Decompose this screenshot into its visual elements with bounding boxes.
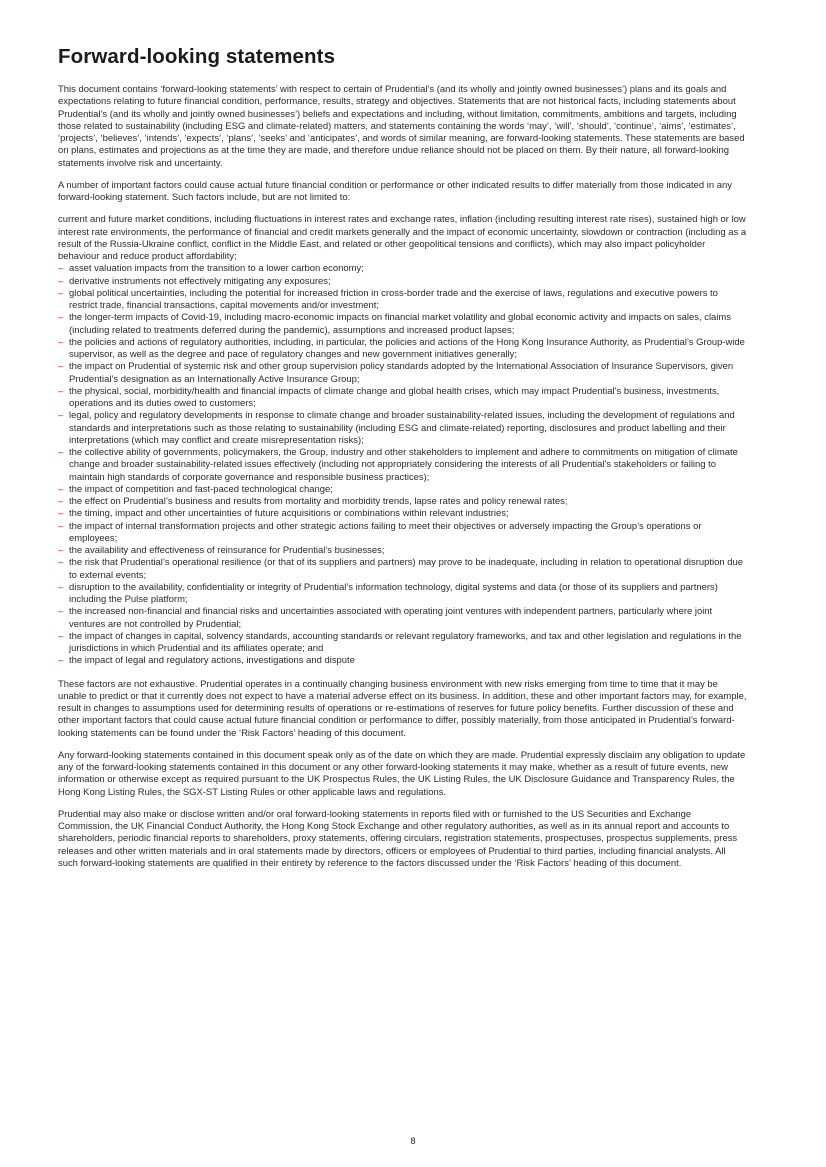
risk-factors-list [58, 263, 748, 667]
page-title: Forward-looking statements [58, 45, 336, 68]
list-item: – the physical, social, morbidity/health and financial impacts of climate change and global health crises, which may impact Prudential’s business, investments, operations and its duties owed to customers; [58, 386, 748, 411]
other-statements-paragraph: Prudential may also make or disclose written and/or oral forward-looking statements in reports filed with or furnished to the US Securities and Exchange Commission, the UK Financial Conduct Authority, the Hong Kong Stock Exchange and other regulatory authorities, as well as in its annual report and accounts to shareholders, periodic financial reports to shareholders, proxy statements, offering circulars, registration statements, prospectuses, prospectus supplements, press releases and other written materials and in oral statements made by directors, officers or employees of Prudential to third parties, including financial analysts. All such forward-looking statements are qualified in their entirety by reference to the factors discussed under the ‘Risk Factors’ heading of this document. [58, 808, 738, 869]
list-item: – derivative instruments not effectively mitigating any exposures; [58, 276, 748, 288]
list-item: – the impact of internal transformation projects and other strategic actions failing to meet their objectives or adversely impacting the Group’s operations or employees; [58, 521, 748, 546]
list-item: – the increased non-financial and financial risks and uncertainties associated with operating joint ventures with independent partners, particularly where joint ventures are not controlled by Prudential; [58, 606, 748, 631]
list-item: – the availability and effectiveness of reinsurance for Prudential’s businesses; [58, 545, 748, 557]
factors-lead-paragraph: current and future market conditions, including fluctuations in interest rates and exchange rates, inflation (including resulting interest rate rises), sustained high or low interest rate environments, the performance of financial and credit markets generally and the impact of economic uncertainty, slowdown or contraction (including as a result of the Russia-Ukraine conflict, conflict in the Middle East, and related or other geopolitical tensions and conflicts), which may also impact policyholder behaviour and reduce product affordability; [58, 214, 747, 262]
list-item: – global political uncertainties, including the potential for increased friction in cross-border trade and the exercise of laws, regulations and executive powers to restrict trade, financial transactions, capital movements and/or investment; [58, 288, 748, 313]
list-item: – the effect on Prudential’s business and results from mortality and morbidity trends, lapse rates and policy renewal rates; [58, 496, 748, 508]
not-exhaustive-paragraph: These factors are not exhaustive. Prudential operates in a continually changing business environment with new risks emerging from time to time that it may be unable to predict or that it currently does not expect to have a material adverse effect on its business. In addition, these and other important factors may, for example, result in changes to assumptions used for determining results of operations or re-estimations of reserves for future policy benefits. Further discussion of these and other important factors that could cause actual future financial condition or performance to differ, possibly materially, from those anticipated in Prudential’s forward-looking statements can be found under the ‘Risk Factors’ heading of this document. [58, 678, 747, 739]
list-item: – asset valuation impacts from the transition to a lower carbon economy; [58, 263, 748, 275]
list-item: – the impact of competition and fast-paced technological change; [58, 484, 748, 496]
intro-paragraph: This document contains ‘forward-looking statements’ with respect to certain of Prudential’s (and its wholly and jointly owned businesses’) plans and its goals and expectations relating to future financial condition, performance, results, strategy and objectives. Statements that are not historical facts, including statements about Prudential’s (and its wholly and jointly owned businesses’) beliefs and expectations and including, without limitation, commitments, ambitions and targets, including those related to sustainability (including ESG and climate-related) matters, and statements containing the words ‘may’, ‘will’, ‘should’, ‘continue’, ‘aims’, ‘estimates’, ‘projects’, ‘believes’, ‘intends’, ‘expects’, ‘plans’, ‘seeks’ and ‘anticipates’, and words of similar meaning, are forward-looking statements. These statements are based on plans, estimates and projections as at the time they are made, and therefore undue reliance should not be placed on them. By their nature, all forward-looking statements involve risk and uncertainty. [58, 84, 745, 169]
page-number: 8 [410, 1136, 416, 1147]
list-item: – legal, policy and regulatory developments in response to climate change and broader sustainability-related issues, including the development of regulations and standards and interpretations such as those relating to sustainability (including ESG and climate-related) reporting, disclosures and product labelling and their interpretations (which may conflict and create misrepresentation risks); [58, 410, 748, 447]
document-page [58, 44, 748, 880]
list-item: – the longer-term impacts of Covid-19, including macro-economic impacts on financial market volatility and global economic activity and impacts on sales, claims (including related to treatments deferred during the pandemic), assumptions and increased product lapses; [58, 312, 748, 337]
list-item: – the policies and actions of regulatory authorities, including, in particular, the policies and actions of the Hong Kong Insurance Authority, as Prudential’s Group-wide supervisor, as well as the degree and pace of regulatory changes and new government initiatives generally; [58, 337, 748, 362]
list-item: – the impact on Prudential of systemic risk and other group supervision policy standards adopted by the International Association of Insurance Supervisors, given Prudential’s designation as an Internationally Active Insurance Group; [58, 361, 748, 386]
list-item: – the impact of changes in capital, solvency standards, accounting standards or relevant regulatory frameworks, and tax and other legislation and regulations in the jurisdictions in which Prudential and its affiliates operate; and [58, 631, 748, 656]
list-item: – the impact of legal and regulatory actions, investigations and dispute [58, 655, 748, 667]
factors-intro-paragraph: A number of important factors could cause actual future financial condition or performance or other indicated results to differ materially from those indicated in any forward-looking statement. Such factors include, but are not limited to: [58, 179, 732, 203]
list-item: – disruption to the availability, confidentiality or integrity of Prudential’s information technology, digital systems and data (or those of its suppliers and partners) including the Pulse platform; [58, 582, 748, 607]
list-item: – the risk that Prudential’s operational resilience (or that of its suppliers and partners) may prove to be inadequate, including in relation to operational disruption due to external events; [58, 557, 748, 582]
list-item: – the collective ability of governments, policymakers, the Group, industry and other stakeholders to implement and adhere to commitments on mitigation of climate change and broader sustainability-related issues effectively (including not appropriately considering the interests of all Prudential’s stakeholders or failing to maintain high standards of corporate governance and responsible business practices); [58, 447, 748, 484]
list-item: – the timing, impact and other uncertainties of future acquisitions or combinations within relevant industries; [58, 508, 748, 520]
disclaimer-paragraph: Any forward-looking statements contained in this document speak only as of the date on which they are made. Prudential expressly disclaim any obligation to update any of the forward-looking statements contained in this document or any other forward-looking statements it may make, whether as a result of future events, new information or otherwise except as required pursuant to the UK Prospectus Rules, the UK Listing Rules, the UK Disclosure Guidance and Transparency Rules, the Hong Kong Listing Rules, the SGX-ST Listing Rules or other applicable laws and regulations. [58, 749, 746, 798]
